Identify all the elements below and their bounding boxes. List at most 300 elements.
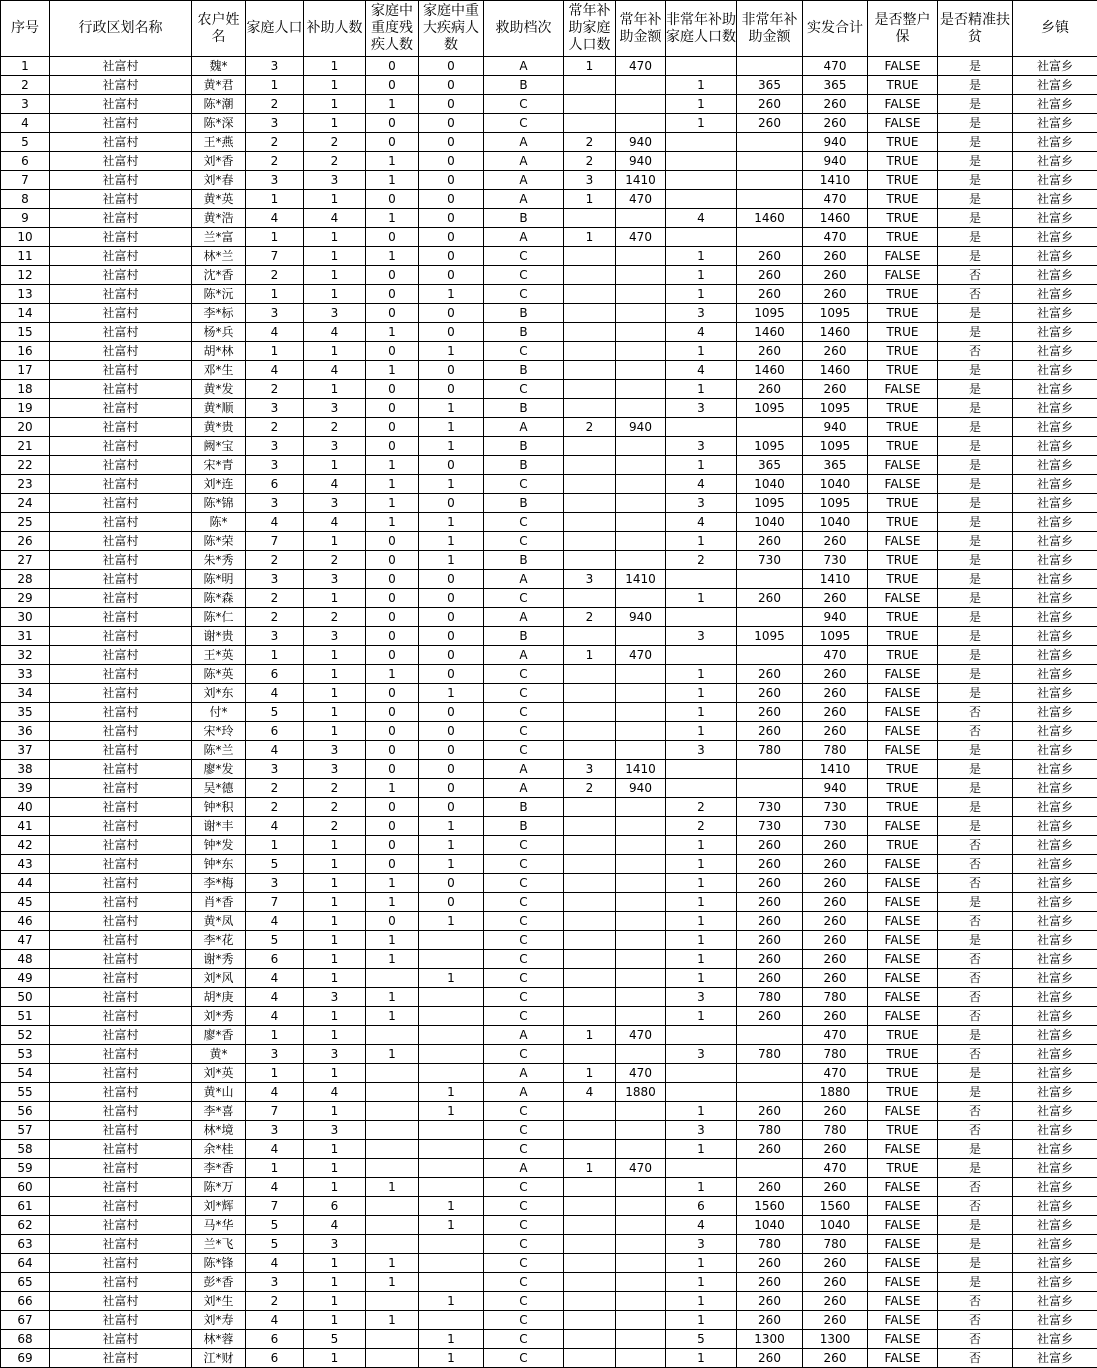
cell-region: 社富村 [50,532,192,551]
cell-subsidized-count: 1 [304,912,366,931]
cell-level: A [484,1083,564,1102]
cell-level: B [484,361,564,380]
cell-regular-amount [616,1197,666,1216]
cell-total: 260 [803,1140,868,1159]
cell-irregular-persons [666,57,737,76]
cell-township: 社富乡 [1013,608,1097,627]
table-row [1,1349,1097,1368]
cell-irregular-amount: 260 [737,874,803,893]
cell-irregular-persons [666,171,737,190]
cell-township: 社富乡 [1013,836,1097,855]
cell-regular-amount: 940 [616,418,666,437]
cell-poverty-target: 是 [938,380,1013,399]
cell-region: 社富村 [50,399,192,418]
cell-region: 社富村 [50,722,192,741]
table-row [1,152,1097,171]
cell-whole-household: TRUE [868,760,938,779]
cell-subsidized-count: 1 [304,969,366,988]
cell-irregular-persons: 1 [666,950,737,969]
cell-township: 社富乡 [1013,589,1097,608]
cell-region: 社富村 [50,1349,192,1368]
cell-whole-household: FALSE [868,114,938,133]
cell-township: 社富乡 [1013,494,1097,513]
cell-family-size: 4 [246,741,304,760]
cell-disabled-count: 0 [366,798,419,817]
cell-poverty-target: 否 [938,1007,1013,1026]
cell-illness-count: 0 [419,798,484,817]
cell-irregular-persons: 4 [666,209,737,228]
cell-regular-persons: 1 [564,1026,616,1045]
cell-poverty-target: 是 [938,1026,1013,1045]
cell-regular-amount [616,1235,666,1254]
cell-family-size: 2 [246,608,304,627]
cell-illness-count: 1 [419,1292,484,1311]
cell-seq: 9 [1,209,50,228]
cell-subsidized-count: 3 [304,1121,366,1140]
cell-whole-household: FALSE [868,1254,938,1273]
cell-disabled-count: 0 [366,570,419,589]
cell-illness-count: 0 [419,589,484,608]
cell-whole-household: FALSE [868,1007,938,1026]
cell-irregular-amount: 780 [737,1121,803,1140]
cell-whole-household: TRUE [868,133,938,152]
cell-seq: 58 [1,1140,50,1159]
cell-family-size: 1 [246,285,304,304]
table-row [1,95,1097,114]
cell-disabled-count: 0 [366,817,419,836]
cell-family-size: 6 [246,1349,304,1368]
cell-poverty-target: 是 [938,494,1013,513]
cell-regular-persons [564,1273,616,1292]
cell-poverty-target: 是 [938,418,1013,437]
cell-whole-household: FALSE [868,380,938,399]
table-row [1,589,1097,608]
cell-whole-household: FALSE [868,95,938,114]
table-row [1,1235,1097,1254]
cell-poverty-target: 是 [938,931,1013,950]
cell-regular-persons [564,1292,616,1311]
cell-regular-persons: 1 [564,1064,616,1083]
cell-whole-household: TRUE [868,551,938,570]
cell-poverty-target: 是 [938,171,1013,190]
cell-illness-count: 1 [419,342,484,361]
cell-name: 黄*贵 [192,418,246,437]
cell-irregular-amount: 260 [737,912,803,931]
cell-level: C [484,1235,564,1254]
cell-township: 社富乡 [1013,532,1097,551]
cell-family-size: 7 [246,247,304,266]
cell-total: 260 [803,285,868,304]
cell-poverty-target: 否 [938,703,1013,722]
cell-illness-count: 0 [419,893,484,912]
cell-regular-amount: 470 [616,1064,666,1083]
cell-township: 社富乡 [1013,1064,1097,1083]
cell-irregular-persons [666,608,737,627]
cell-family-size: 1 [246,836,304,855]
cell-poverty-target: 是 [938,646,1013,665]
cell-illness-count [419,1064,484,1083]
cell-subsidized-count: 3 [304,760,366,779]
cell-disabled-count: 1 [366,1178,419,1197]
cell-family-size: 3 [246,304,304,323]
cell-name: 林*兰 [192,247,246,266]
cell-regular-persons [564,285,616,304]
cell-family-size: 1 [246,646,304,665]
cell-subsidized-count: 1 [304,532,366,551]
cell-subsidized-count: 3 [304,570,366,589]
cell-irregular-persons: 1 [666,342,737,361]
cell-regular-persons [564,494,616,513]
cell-whole-household: FALSE [868,912,938,931]
cell-seq: 1 [1,57,50,76]
cell-whole-household: FALSE [868,1216,938,1235]
cell-family-size: 7 [246,1102,304,1121]
cell-township: 社富乡 [1013,1045,1097,1064]
cell-irregular-amount: 1460 [737,209,803,228]
cell-township: 社富乡 [1013,1007,1097,1026]
cell-irregular-amount: 1095 [737,627,803,646]
cell-subsidized-count: 1 [304,1026,366,1045]
cell-regular-persons [564,912,616,931]
table-row [1,703,1097,722]
cell-irregular-persons [666,190,737,209]
cell-regular-amount [616,969,666,988]
cell-region: 社富村 [50,1064,192,1083]
cell-regular-amount [616,1330,666,1349]
cell-irregular-amount [737,1026,803,1045]
cell-township: 社富乡 [1013,418,1097,437]
cell-subsidized-count: 2 [304,798,366,817]
cell-irregular-amount: 780 [737,1045,803,1064]
cell-seq: 10 [1,228,50,247]
cell-family-size: 3 [246,570,304,589]
cell-family-size: 2 [246,798,304,817]
cell-subsidized-count: 1 [304,228,366,247]
cell-name: 阙*宝 [192,437,246,456]
cell-disabled-count: 0 [366,741,419,760]
cell-poverty-target: 是 [938,114,1013,133]
cell-family-size: 1 [246,342,304,361]
cell-poverty-target: 是 [938,893,1013,912]
cell-family-size: 3 [246,171,304,190]
cell-seq: 22 [1,456,50,475]
cell-seq: 32 [1,646,50,665]
table-row [1,380,1097,399]
cell-seq: 23 [1,475,50,494]
cell-region: 社富村 [50,969,192,988]
cell-regular-amount [616,836,666,855]
cell-regular-persons [564,741,616,760]
cell-level: B [484,817,564,836]
cell-irregular-amount: 260 [737,1311,803,1330]
cell-whole-household: FALSE [868,684,938,703]
cell-regular-amount: 1410 [616,760,666,779]
cell-regular-persons [564,399,616,418]
cell-township: 社富乡 [1013,988,1097,1007]
cell-regular-amount [616,266,666,285]
cell-regular-amount [616,912,666,931]
cell-level: C [484,703,564,722]
cell-illness-count: 1 [419,1083,484,1102]
cell-regular-persons [564,1102,616,1121]
cell-level: A [484,1026,564,1045]
cell-level: B [484,209,564,228]
cell-whole-household: FALSE [868,1235,938,1254]
cell-whole-household: TRUE [868,1121,938,1140]
cell-whole-household: TRUE [868,627,938,646]
cell-irregular-amount: 730 [737,798,803,817]
cell-irregular-amount: 1095 [737,399,803,418]
cell-regular-persons: 3 [564,760,616,779]
cell-level: B [484,304,564,323]
header-cell-level: 救助档次 [484,1,564,57]
cell-name: 黄*山 [192,1083,246,1102]
cell-family-size: 3 [246,57,304,76]
cell-whole-household: FALSE [868,969,938,988]
cell-illness-count [419,1121,484,1140]
cell-whole-household: TRUE [868,152,938,171]
cell-disabled-count: 1 [366,513,419,532]
table-row [1,1178,1097,1197]
cell-regular-amount [616,95,666,114]
cell-total: 260 [803,114,868,133]
cell-total: 470 [803,1026,868,1045]
cell-irregular-amount: 730 [737,551,803,570]
cell-level: C [484,722,564,741]
cell-regular-amount [616,627,666,646]
cell-name: 黄*君 [192,76,246,95]
cell-poverty-target: 否 [938,1349,1013,1368]
cell-region: 社富村 [50,228,192,247]
cell-township: 社富乡 [1013,893,1097,912]
table-row [1,950,1097,969]
cell-level: B [484,798,564,817]
cell-seq: 28 [1,570,50,589]
cell-name: 肖*香 [192,893,246,912]
cell-level: B [484,399,564,418]
cell-regular-persons [564,76,616,95]
cell-poverty-target: 是 [938,1216,1013,1235]
cell-township: 社富乡 [1013,57,1097,76]
cell-region: 社富村 [50,1216,192,1235]
header-cell-regular-persons: 常年补助家庭人口数 [564,1,616,57]
cell-irregular-amount: 260 [737,1292,803,1311]
cell-irregular-amount: 260 [737,1140,803,1159]
cell-family-size: 2 [246,152,304,171]
cell-level: C [484,1102,564,1121]
cell-subsidized-count: 3 [304,494,366,513]
cell-region: 社富村 [50,1007,192,1026]
cell-regular-amount [616,1292,666,1311]
cell-level: C [484,931,564,950]
cell-name: 刘*风 [192,969,246,988]
cell-seq: 35 [1,703,50,722]
cell-name: 李*花 [192,931,246,950]
cell-seq: 68 [1,1330,50,1349]
cell-illness-count [419,1026,484,1045]
cell-disabled-count: 0 [366,285,419,304]
cell-regular-amount: 470 [616,190,666,209]
cell-family-size: 6 [246,1330,304,1349]
cell-regular-persons [564,969,616,988]
cell-whole-household: FALSE [868,988,938,1007]
cell-illness-count: 0 [419,247,484,266]
cell-regular-amount [616,532,666,551]
cell-disabled-count: 0 [366,912,419,931]
cell-illness-count [419,1273,484,1292]
cell-township: 社富乡 [1013,684,1097,703]
cell-region: 社富村 [50,950,192,969]
cell-seq: 16 [1,342,50,361]
cell-total: 260 [803,1349,868,1368]
table-row [1,1254,1097,1273]
cell-irregular-persons: 3 [666,1045,737,1064]
cell-poverty-target: 是 [938,532,1013,551]
cell-irregular-amount: 260 [737,95,803,114]
cell-irregular-amount: 780 [737,741,803,760]
cell-whole-household: FALSE [868,665,938,684]
cell-poverty-target: 是 [938,361,1013,380]
cell-whole-household: TRUE [868,798,938,817]
cell-name: 林*境 [192,1121,246,1140]
cell-region: 社富村 [50,1083,192,1102]
cell-irregular-amount [737,1083,803,1102]
cell-subsidized-count: 1 [304,266,366,285]
cell-whole-household: TRUE [868,285,938,304]
cell-seq: 64 [1,1254,50,1273]
cell-irregular-persons: 1 [666,684,737,703]
cell-whole-household: TRUE [868,1064,938,1083]
table-row [1,836,1097,855]
cell-level: C [484,1330,564,1349]
cell-township: 社富乡 [1013,931,1097,950]
cell-whole-household: TRUE [868,570,938,589]
table-row [1,798,1097,817]
cell-regular-amount [616,380,666,399]
cell-regular-persons [564,361,616,380]
cell-family-size: 7 [246,893,304,912]
cell-illness-count: 1 [419,1349,484,1368]
cell-illness-count: 1 [419,513,484,532]
table-row [1,570,1097,589]
cell-name: 李*喜 [192,1102,246,1121]
cell-total: 260 [803,874,868,893]
cell-township: 社富乡 [1013,380,1097,399]
cell-disabled-count: 1 [366,988,419,1007]
cell-family-size: 5 [246,1235,304,1254]
cell-total: 1095 [803,304,868,323]
cell-regular-persons [564,456,616,475]
cell-irregular-persons: 1 [666,836,737,855]
cell-irregular-persons: 1 [666,703,737,722]
cell-irregular-amount: 260 [737,722,803,741]
cell-family-size: 4 [246,1083,304,1102]
cell-regular-persons [564,893,616,912]
cell-region: 社富村 [50,76,192,95]
cell-whole-household: FALSE [868,1292,938,1311]
cell-regular-persons [564,323,616,342]
cell-subsidized-count: 1 [304,1311,366,1330]
cell-total: 260 [803,703,868,722]
cell-family-size: 6 [246,475,304,494]
cell-regular-amount [616,988,666,1007]
cell-poverty-target: 否 [938,969,1013,988]
cell-subsidized-count: 1 [304,190,366,209]
cell-region: 社富村 [50,646,192,665]
cell-region: 社富村 [50,266,192,285]
cell-poverty-target: 是 [938,1235,1013,1254]
cell-illness-count: 1 [419,855,484,874]
cell-regular-amount [616,798,666,817]
cell-poverty-target: 是 [938,437,1013,456]
cell-disabled-count: 1 [366,1273,419,1292]
cell-level: B [484,437,564,456]
cell-name: 陈*荣 [192,532,246,551]
cell-illness-count: 1 [419,437,484,456]
cell-regular-persons [564,684,616,703]
cell-disabled-count: 0 [366,190,419,209]
cell-whole-household: FALSE [868,817,938,836]
cell-irregular-persons: 3 [666,1121,737,1140]
cell-whole-household: FALSE [868,456,938,475]
cell-level: C [484,874,564,893]
cell-region: 社富村 [50,133,192,152]
table-row [1,494,1097,513]
cell-level: C [484,1349,564,1368]
cell-name: 陈* [192,513,246,532]
cell-seq: 5 [1,133,50,152]
cell-disabled-count: 1 [366,171,419,190]
cell-total: 1300 [803,1330,868,1349]
cell-region: 社富村 [50,285,192,304]
cell-name: 胡*庚 [192,988,246,1007]
cell-level: A [484,1159,564,1178]
cell-total: 470 [803,646,868,665]
cell-family-size: 4 [246,988,304,1007]
cell-whole-household: FALSE [868,874,938,893]
table-row [1,399,1097,418]
cell-total: 1040 [803,475,868,494]
cell-name: 陈*明 [192,570,246,589]
cell-level: A [484,1064,564,1083]
cell-name: 黄*浩 [192,209,246,228]
cell-regular-amount [616,399,666,418]
cell-regular-amount: 470 [616,1159,666,1178]
cell-illness-count: 0 [419,114,484,133]
cell-level: C [484,893,564,912]
cell-township: 社富乡 [1013,475,1097,494]
cell-total: 470 [803,1159,868,1178]
cell-poverty-target: 否 [938,874,1013,893]
cell-family-size: 6 [246,950,304,969]
cell-subsidized-count: 1 [304,1178,366,1197]
cell-poverty-target: 否 [938,1102,1013,1121]
cell-whole-household: TRUE [868,1045,938,1064]
cell-township: 社富乡 [1013,1178,1097,1197]
cell-whole-household: FALSE [868,722,938,741]
cell-regular-amount [616,1007,666,1026]
cell-level: C [484,285,564,304]
cell-whole-household: TRUE [868,608,938,627]
cell-irregular-persons: 1 [666,380,737,399]
cell-subsidized-count: 1 [304,836,366,855]
cell-seq: 26 [1,532,50,551]
cell-whole-household: FALSE [868,1140,938,1159]
cell-whole-household: TRUE [868,361,938,380]
cell-whole-household: TRUE [868,418,938,437]
header-cell-township: 乡镇 [1013,1,1097,57]
cell-irregular-amount: 260 [737,950,803,969]
